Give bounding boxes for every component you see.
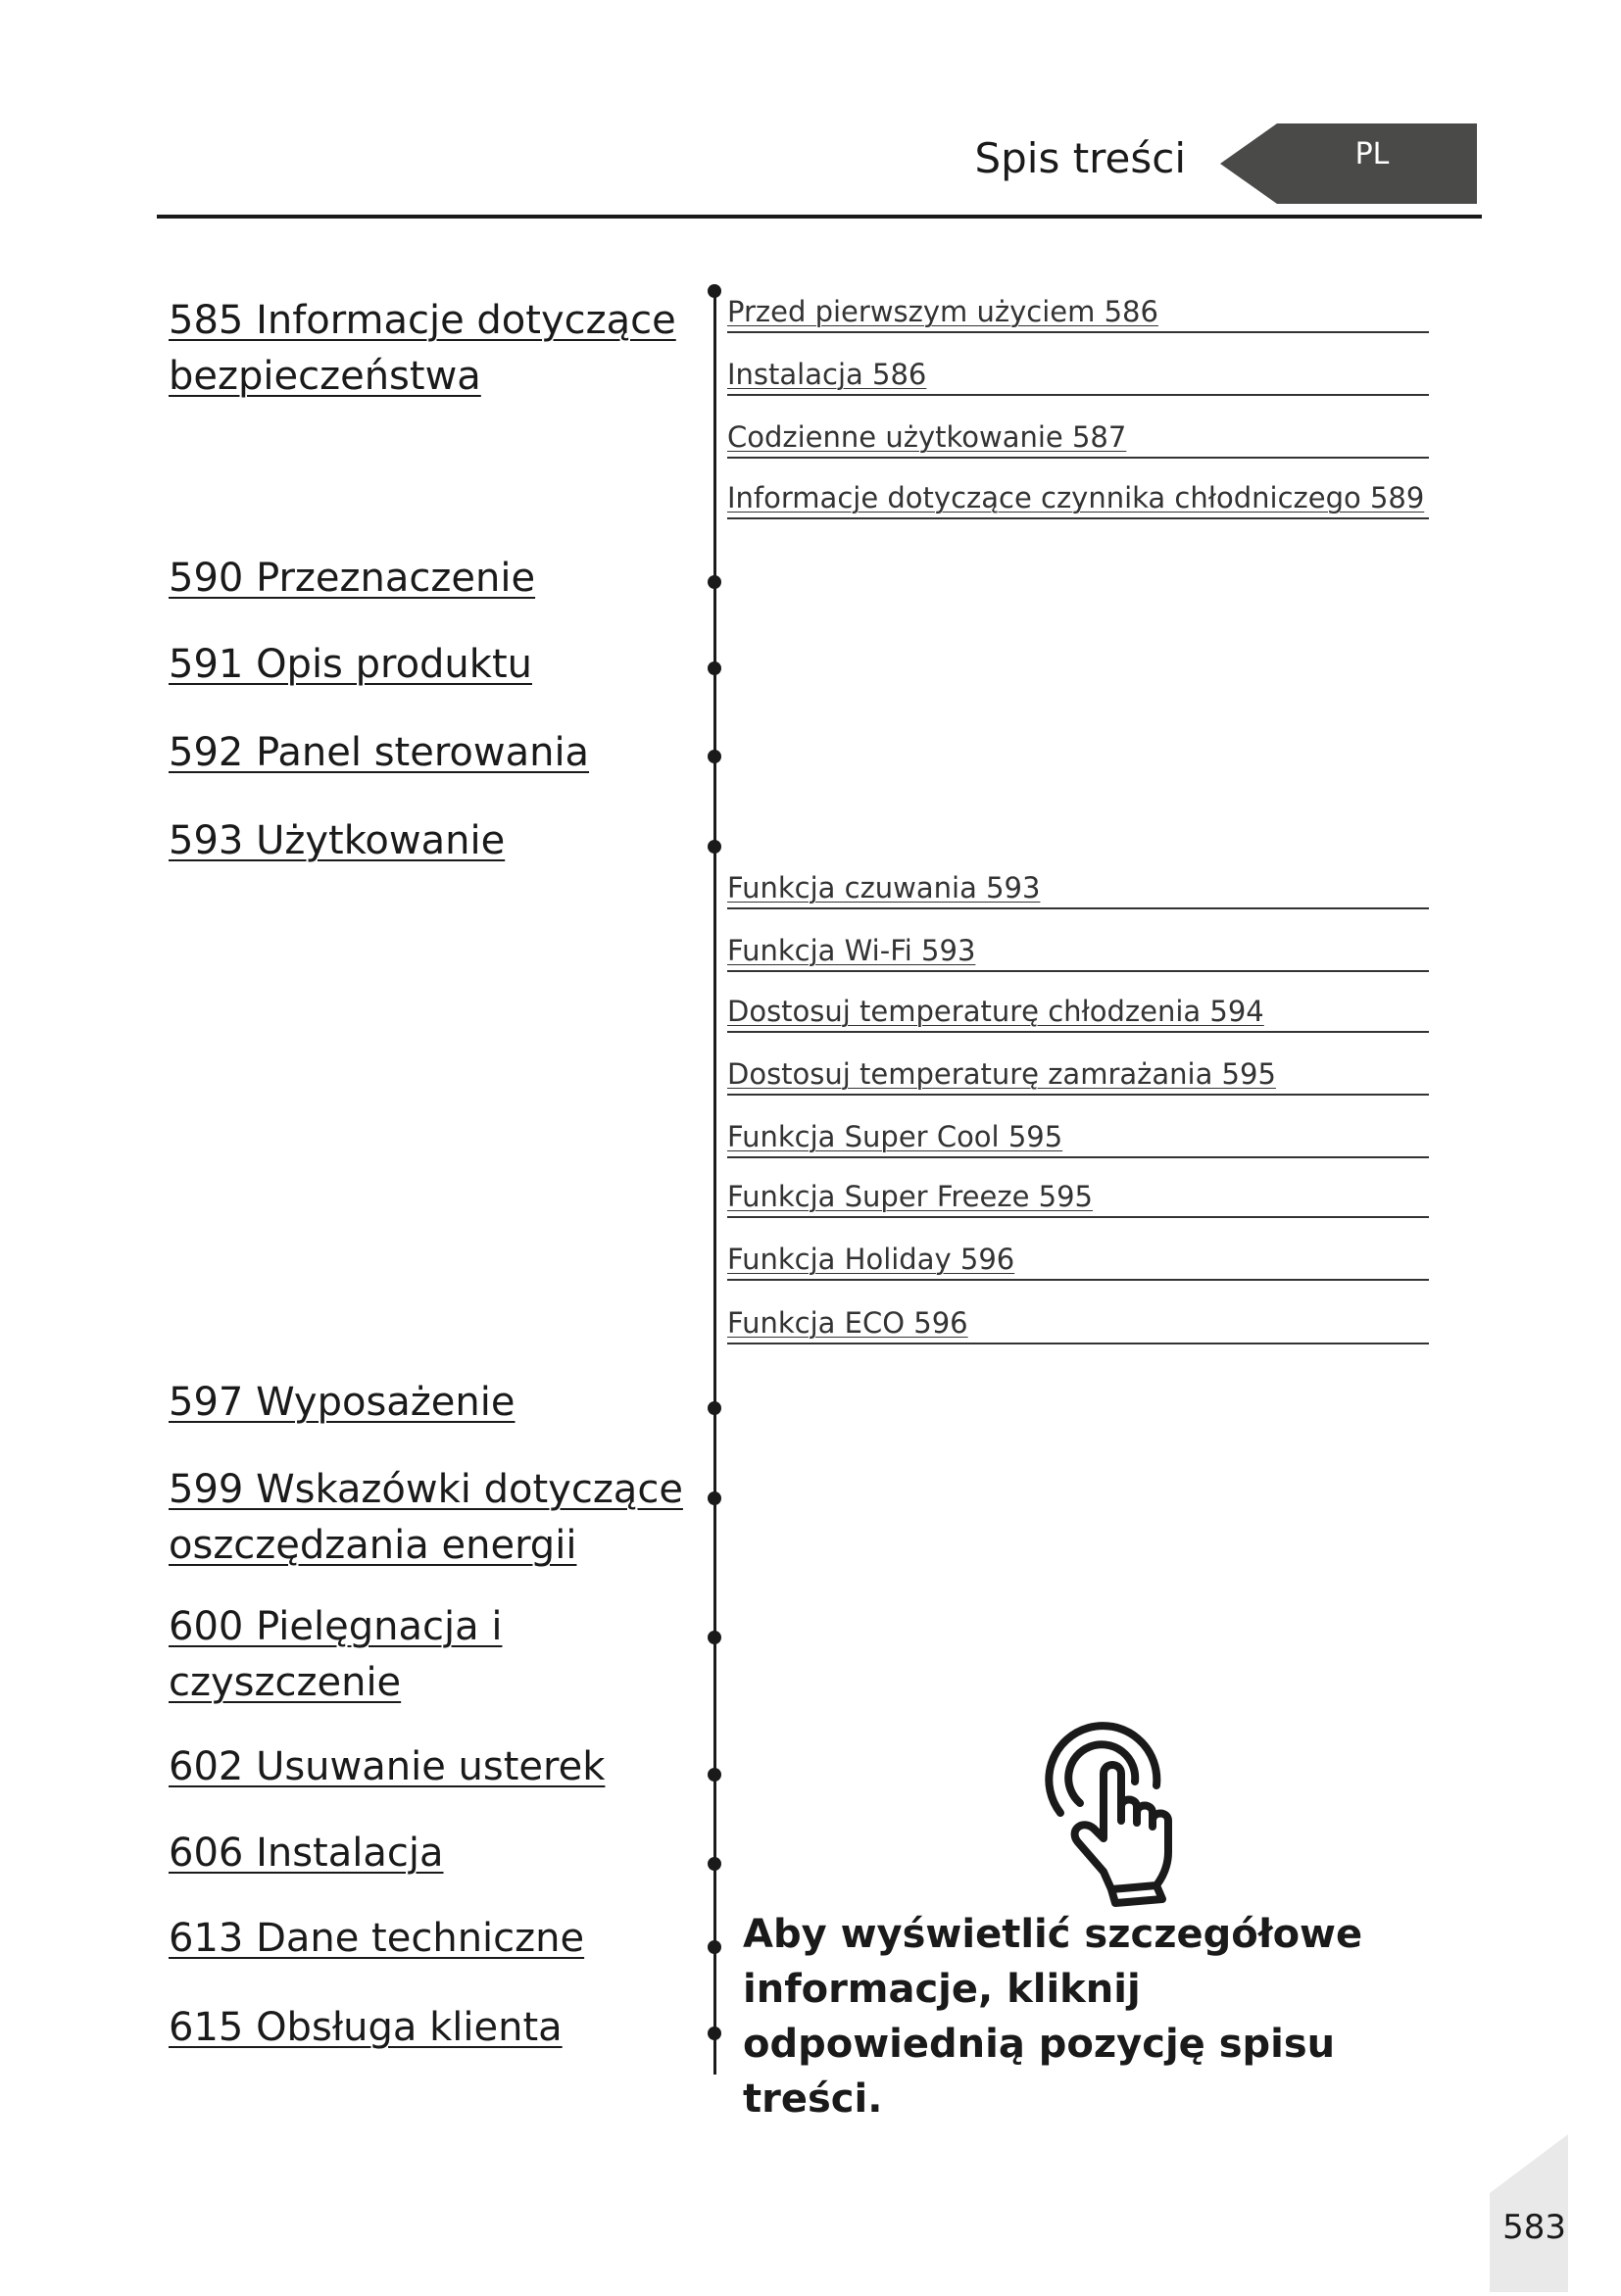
language-label: PL bbox=[1354, 137, 1390, 171]
toc-item-care-cleaning[interactable]: 600 Pielęgnacja i czyszczenie bbox=[169, 1604, 503, 1705]
toc-item-energy-tips[interactable]: 599 Wskazówki dotyczące oszczędzania energii bbox=[169, 1467, 683, 1568]
page-title: Spis treści bbox=[974, 134, 1186, 182]
header-divider bbox=[157, 215, 1482, 219]
timeline-dot bbox=[708, 1857, 721, 1871]
subtoc-item-super-freeze[interactable]: Funkcja Super Freeze 595 bbox=[727, 1179, 1429, 1218]
timeline-dot bbox=[708, 840, 721, 854]
subtoc-item-wifi[interactable]: Funkcja Wi-Fi 593 bbox=[727, 933, 1429, 972]
subtoc-item-super-cool[interactable]: Funkcja Super Cool 595 bbox=[727, 1119, 1429, 1158]
timeline-dot bbox=[708, 661, 721, 675]
timeline-dot bbox=[708, 284, 721, 298]
toc-item-accessories[interactable]: 597 Wyposażenie bbox=[169, 1380, 516, 1425]
timeline-dot bbox=[708, 1631, 721, 1644]
toc-item-customer-service[interactable]: 615 Obsługa klienta bbox=[169, 2005, 563, 2050]
page-number: 583 bbox=[1502, 2208, 1566, 2247]
subtoc-item-holiday[interactable]: Funkcja Holiday 596 bbox=[727, 1242, 1429, 1281]
subtoc-item-cooling-temp[interactable]: Dostosuj temperaturę chłodzenia 594 bbox=[727, 994, 1429, 1033]
toc-timeline bbox=[713, 291, 716, 2075]
timeline-dot bbox=[708, 1491, 721, 1505]
subtoc-item-before-first-use[interactable]: Przed pierwszym użyciem 586 bbox=[727, 294, 1429, 333]
subtoc-item-refrigerant-info[interactable]: Informacje dotyczące czynnika chłodniczego 589 bbox=[727, 480, 1429, 519]
timeline-dot bbox=[708, 1768, 721, 1782]
toc-item-safety[interactable]: 585 Informacje dotyczące bezpieczeństwa bbox=[169, 298, 676, 399]
toc-item-usage[interactable]: 593 Użytkowanie bbox=[169, 818, 506, 863]
instruction-text: Aby wyświetlić szczegółowe informacje, kliknij odpowiednią pozycję spisu treści. bbox=[743, 1912, 1363, 2122]
timeline-dot bbox=[708, 750, 721, 763]
toc-item-troubleshooting[interactable]: 602 Usuwanie usterek bbox=[169, 1744, 606, 1789]
subtoc-item-eco[interactable]: Funkcja ECO 596 bbox=[727, 1305, 1429, 1344]
timeline-dot bbox=[708, 2027, 721, 2040]
toc-item-product-description[interactable]: 591 Opis produktu bbox=[169, 642, 532, 687]
hand-pointer-icon bbox=[1009, 1705, 1215, 1911]
subtoc-item-freezing-temp[interactable]: Dostosuj temperaturę zamrażania 595 bbox=[727, 1056, 1429, 1096]
timeline-dot bbox=[708, 1401, 721, 1415]
subtoc-item-installation[interactable]: Instalacja 586 bbox=[727, 357, 1429, 396]
toc-item-installation[interactable]: 606 Instalacja bbox=[169, 1831, 444, 1876]
timeline-dot bbox=[708, 1940, 721, 1954]
subtoc-item-standby[interactable]: Funkcja czuwania 593 bbox=[727, 870, 1429, 909]
toc-item-intended-use[interactable]: 590 Przeznaczenie bbox=[169, 556, 536, 601]
toc-item-control-panel[interactable]: 592 Panel sterowania bbox=[169, 730, 590, 775]
timeline-dot bbox=[708, 575, 721, 589]
subtoc-item-daily-use[interactable]: Codzienne użytkowanie 587 bbox=[727, 419, 1429, 459]
toc-item-technical-data[interactable]: 613 Dane techniczne bbox=[169, 1916, 585, 1961]
